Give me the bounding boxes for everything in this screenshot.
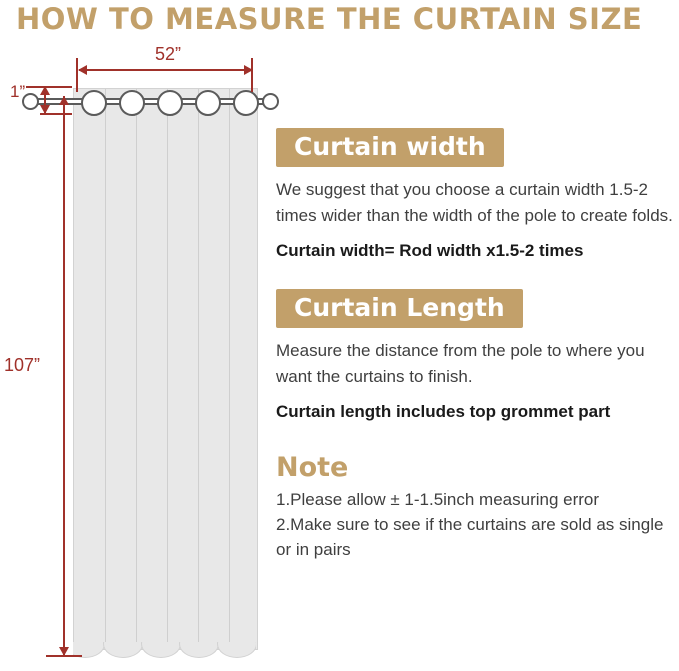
width-dimension-line [79,69,253,71]
rod-finial-right [262,93,279,110]
curtain-length-formula: Curtain length includes top grommet part [276,402,611,421]
section-note [276,452,679,562]
height-arrow-up-icon [59,96,69,105]
curtain-width-heading: Curtain width [276,128,504,167]
grommet-icon [119,90,145,116]
section-curtain-width [276,128,679,261]
gap-dimension-label: 1” [10,82,26,101]
grommet-icon [233,90,259,116]
height-dimension-line [63,96,65,656]
grommet-icon [81,90,107,116]
width-arrow-right-icon [244,65,253,75]
height-dimension-label: 107” [4,355,41,375]
width-dimension-label: 52” [155,44,182,64]
curtain-length-body: Measure the distance from the pole to where you want the curtains to finish. [276,341,645,386]
width-arrow-left-icon [78,65,87,75]
curtain-diagram [0,0,300,671]
gap-arrow-down-icon [40,105,50,114]
grommet-icon [195,90,221,116]
curtain-hem [73,642,256,671]
curtain-width-formula: Curtain width= Rod width x1.5-2 times [276,241,584,260]
note-line-1: 1.Please allow ± 1-1.5inch measuring error [276,490,600,509]
note-heading: Note [276,452,349,483]
note-line-2: 2.Make sure to see if the curtains are sold as single or in pairs [276,515,664,559]
grommet-icon [157,90,183,116]
width-tick-right [251,58,253,92]
curtain-panel [73,88,258,650]
note-body [276,487,679,562]
curtain-length-heading: Curtain Length [276,289,523,328]
width-tick-left [76,58,78,92]
curtain-width-body: We suggest that you choose a curtain width 1.5-2 times wider than the width of the pole to create folds. [276,180,673,225]
section-curtain-length [276,289,679,422]
gap-arrow-up-icon [40,86,50,95]
instructions-column [276,128,679,562]
height-tick-bottom [46,655,82,657]
page-title: HOW TO MEASURE THE CURTAIN SIZE [16,2,643,36]
